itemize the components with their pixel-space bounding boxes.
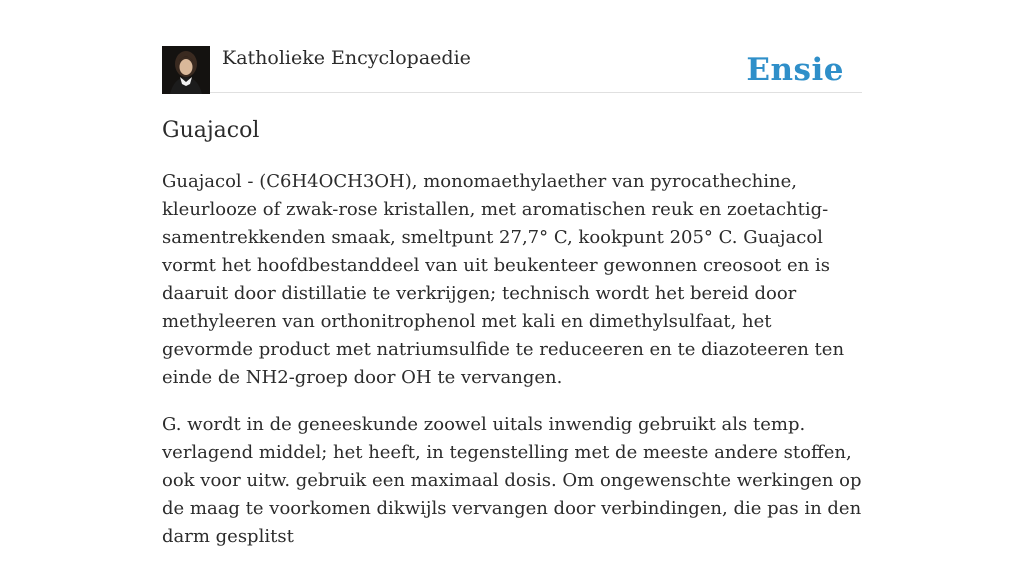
page-title: Guajacol xyxy=(162,118,260,143)
article-paragraph: G. wordt in de geneeskunde zoowel uitals inwendig gebruikt als temp. verlagend middel; het heeft, in tegenstelling met de meeste andere stoffen, ook voor uitw. gebruik een maximaal dosis. Om ongewenschte werkingen op de maag te voorkomen dikwijls vervangen door verbindingen, die pas in den darm gesplitst xyxy=(162,414,862,547)
article-paragraph: Guajacol - (C6H4OCH3OH), monomaethylaether van pyrocathechine, kleurlooze of zwak-rose kristallen, met aromatischen reuk en zoetachtig-samentrekkenden smaak, smeltpunt 27,7° C, kookpunt 205° C. Guajacol vormt het hoofdbestanddeel van uit beukenteer gewonnen creosoot en is daaruit door distillatie te verkrijgen; technisch wordt het bereid door methyleeren van orthonitrophenol met kali en dimethylsulfaat, het gevormde product met natriumsulfide te reduceeren en te diazoteeren ten einde de NH2-groep door OH te vervangen. xyxy=(162,171,845,388)
source-title[interactable]: Katholieke Encyclopaedie xyxy=(222,47,471,69)
brand-logo[interactable]: Ensie xyxy=(746,52,844,88)
article-body xyxy=(162,168,862,570)
header xyxy=(162,46,862,93)
portrait-avatar-icon[interactable] xyxy=(162,46,210,94)
